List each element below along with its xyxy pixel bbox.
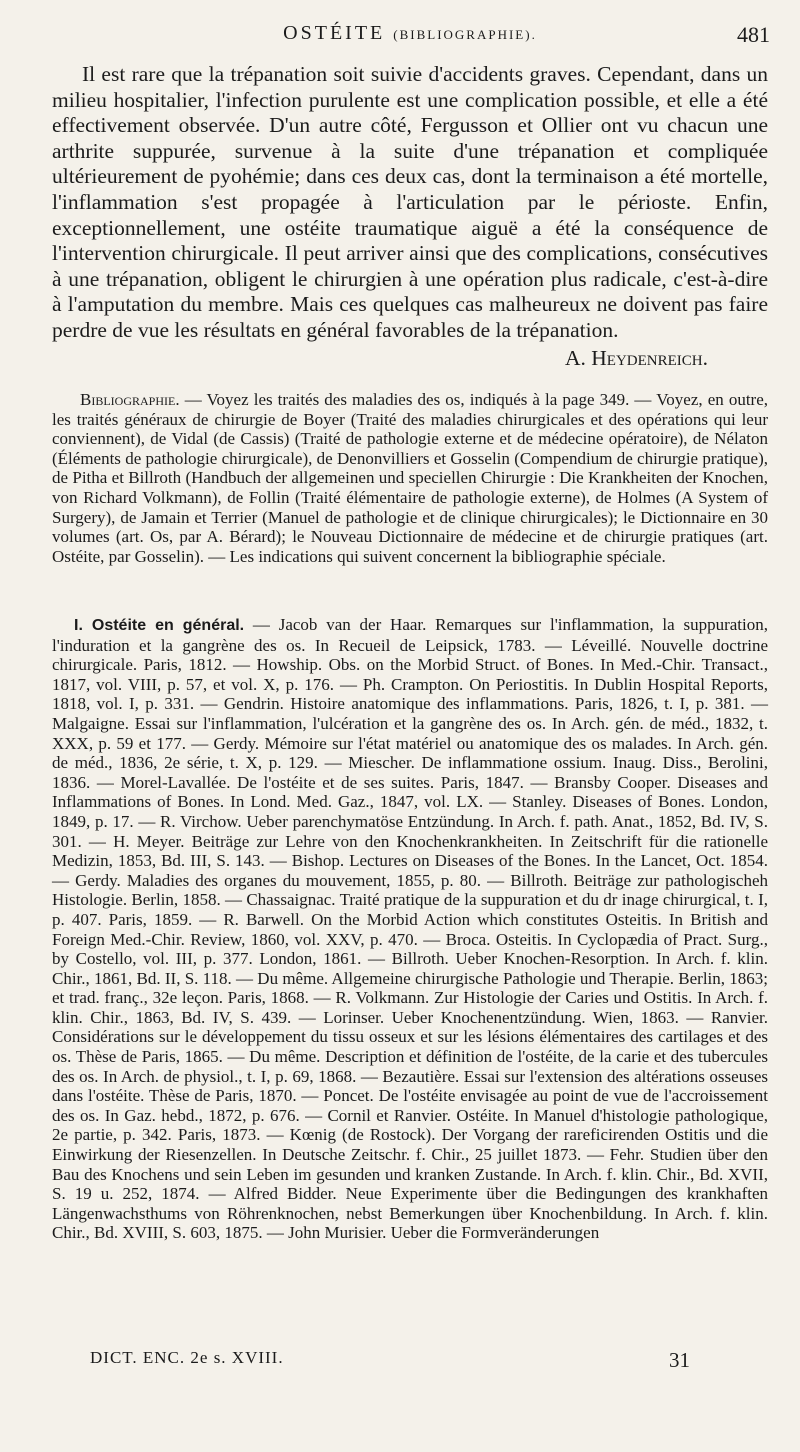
bibliography-section-one: [52, 615, 768, 1243]
page-footer: [90, 1348, 690, 1378]
bibliography-text: — Voyez les traités des maladies des os, indiqués à la page 349. — Voyez, en outre, les traités généraux de chirurgie de Boyer (Traité des maladies chirurgicales et des opérations qui leur conviennent), de Vidal (de Cassis) (Traité de pathologie externe et de médecine opératoire), de Nélaton (Éléments de pathologie chirurgicale), de Denonvilliers et Gosselin (Compendium de chirurgie pratique), de Pitha et Billroth (Handbuch der allgemeinen und speciellen Chirurgie : Die Krankheiten der Knochen, von Richard Volkmann), de Follin (Traité élémentaire de pathologie externe), de Holmes (A System of Surgery), de Jamain et Terrier (Manuel de pathologie et de clinique chirurgicales); le Dictionnaire en 30 volumes (art. Os, par A. Bérard); le Nouveau Dictionnaire de médecine et de chirurgie pratiques (art. Ostéite, par Gosselin). — Les indications qui suivent concernent la bibliographie spéciale.: [52, 390, 769, 566]
author-signature: A. Heydenreich.: [564, 345, 708, 370]
header-title: OSTÉITE: [283, 22, 386, 44]
page-number: 481: [737, 22, 770, 47]
main-paragraph-block: [52, 62, 768, 371]
section-heading: I. Ostéite en général.: [74, 617, 245, 634]
header-subtitle: (BIBLIOGRAPHIE).: [393, 27, 537, 42]
footer-signature-mark: DICT. ENC. 2e s. XVIII.: [90, 1348, 284, 1367]
section-text: — Jacob van der Haar. Remarques sur l'inflammation, la suppuration, l'induration et la gangrène des os. In Recueil de Leipsick, 1783. — Léveillé. Nouvelle doctrine chirurgicale. Paris, 1812. — Howship. Obs. on the Morbid Struct. of Bones. In Med.-Chir. Transact., 1817, vol. VIII, p. 57, et vol. X, p. 176. — Ph. Crampton. On Periostitis. In Dublin Hospital Reports, 1818, vol. I, p. 331. — Gendrin. Histoire anatomique des inflammations. Paris, 1826, t. I, p. 381. — Malgaigne. Essai sur l'inflammation, l'ulcération et la gangrène des os. In Arch. gén. de méd., 1832, t. XXX, p. 59 et 177. — Gerdy. Mémoire sur l'état matériel ou anatomique des os malades. In Arch. gén. de méd., 1836, 2e série, t. X, p. 129. — Miescher. De inflammatione ossium. Inaug. Diss., Berolini, 1836. — Morel-Lavallée. De l'ostéite et de ses suites. Paris, 1847. — Bransby Cooper. Diseases and Inflammations of Bones. In Lond. Med. Gaz., 1847, vol. LX. — Stanley. Diseases of Bones. London, 1849, p. 17. — R. Virchow. Ueber parenchymatöse Entzündung. In Arch. f. path. Anat., 1852, Bd. IV, S. 301. — H. Meyer. Beiträge zur Lehre von den Knochenkrankheiten. In Zeitschrift für die rationelle Medizin, 1853, Bd. III, S. 143. — Bishop. Lectures on Diseases of the Bones. In the Lancet, Oct. 1854. — Gerdy. Maladies des organes du mouvement, 1855, p. 80. — Billroth. Beiträge zur pathologischeh Histologie. Berlin, 1858. — Chassaignac. Traité pratique de la suppuration et du dr inage chirurgical, t. I, p. 407. Paris, 1859. — R. Barwell. On the Morbid Action which constitutes Osteitis. In British and Foreign Med.-Chir. Review, 1860, vol. XXV, p. 470. — Broca. Osteitis. In Cyclopædia of Pract. Surg., by Costello, vol. III, p. 377. London, 1861. — Billroth. Ueber Knochen-Resorption. In Arch. f. klin. Chir., 1861, Bd. II, S. 118. — Du même. Allgemeine chirurgische Pathologie und Therapie. Berlin, 1863; et trad. franç., 32e leçon. Paris, 1868. — R. Volkmann. Zur Histologie der Caries und Ostitis. In Arch. f. klin. Chir., 1863, Bd. IV, S. 439. — Lorinser. Ueber Knochenentzündung. Wien, 1863. — Ranvier. Considérations sur le développement du tissu osseux et sur les lésions élémentaires des cartilages et des os. Thèse de Paris, 1865. — Du même. Description et définition de l'ostéite, de la carie et des tubercules des os. In Arch. de physiol., t. I, p. 69, 1868. — Bezautière. Essai sur l'extension des altérations osseuses dans l'ostéite. Thèse de Paris, 1870. — Poncet. De l'ostéite envisagée au point de vue de l'accroissement des os. In Gaz. hebd., 1872, p. 676. — Cornil et Ranvier. Ostéite. In Manuel d'histologie pathologique, 2e partie, p. 342. Paris, 1873. — Kœnig (de Rostock). Der Vorgang der rareficirenden Ostitis und die Einwirkung der Riesenzellen. In Deutsche Zeitschr. f. Chir., 25 juillet 1873. — Fehr. Studien über den Bau des Knochens und sein Leben im gesunden und kranken Zustande. In Arch. f. klin. Chir., Bd. XVII, S. 19 u. 252, 1874. — Alfred Bidder. Neue Experimente über die Bedingungen des krankhaften Längenwachsthums von Röhrenknochen, nebst Bemerkungen über Knochenbildung. In Arch. f. klin. Chir., Bd. XVIII, S. 603, 1875. — John Murisier. Ueber die Formveränderungen: [52, 615, 769, 1243]
footer-sheet-number: 31: [669, 1348, 690, 1372]
running-title: [50, 22, 770, 45]
bibliography-label: Bibliographie.: [80, 390, 180, 409]
main-paragraph: Il est rare que la trépanation soit suivie d'accidents graves. Cependant, dans un milieu hospitalier, l'infection purulente est une complication possible, et elle a été effectivement observée. D'un autre côté, Fergusson et Ollier ont vu chacun une arthrite suppurée, survenue à la suite d'une trépanation et compliquée ultérieurement de pyohémie; dans ces deux cas, dont la terminaison a été mortelle, l'inflammation s'est propagée à l'articulation par le périoste. Enfin, exceptionnellement, une ostéite traumatique aiguë a été la conséquence de l'intervention chirurgicale. Il peut arriver ainsi que des complications, consécutives à une trépanation, obligent le chirurgien à une opération plus radicale, c'est-à-dire à l'amputation du membre. Mais ces quelques cas malheureux ne doivent pas faire perdre de vue les résultats en général favorables de la trépanation.: [52, 62, 768, 342]
running-head: [50, 22, 770, 56]
bibliography-intro: [52, 390, 768, 566]
